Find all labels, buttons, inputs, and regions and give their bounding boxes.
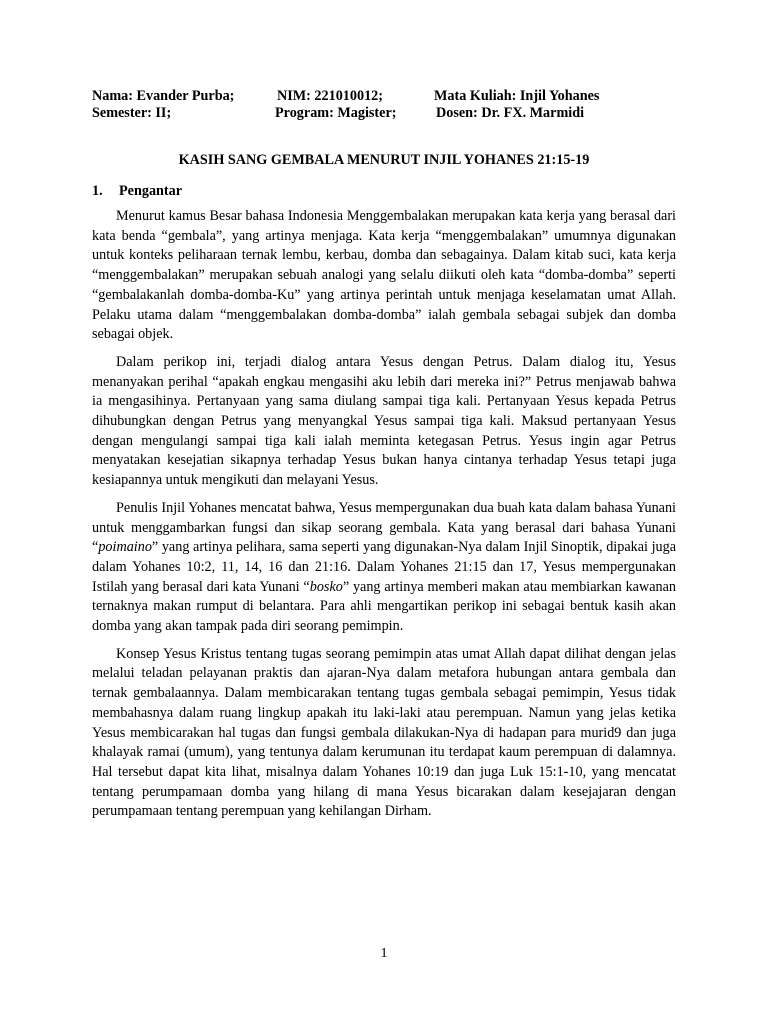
document-body [92, 207, 676, 830]
paragraph-4: Konsep Yesus Kristus tentang tugas seorang pemimpin atas umat Allah dapat dilihat dengan jelas melalui teladan pelayanan praktis dan ajaran-Nya dalam metafora hubungan antara gembala dan ternak gembalaannya. Dalam membicarakan tentang tugas gembala sebagai pemimpin, Yesus tidak membahasnya dalam ruang lingkup apakah itu laki-laki atau perempuan. Namun yang jelas ketika Yesus membicarakan hal tugas dan fungsi gembala dilakukan-Nya di hadapan para murid9 dan juga khalayak ramai (umum), yang tentunya dalam kerumunan itu terdapat kaum perempuan di dalamnya. Hal tersebut dapat kita lihat, misalnya dalam Yohanes 10:19 dan juga Luk 15:1-10, yang mencatat tentang perumpamaan domba yang hilang di mana Yesus bicarakan dalam kesejajaran dengan perumpamaan tentang perempuan yang kehilangan Dirham. [92, 645, 676, 820]
student-nim: NIM: 221010012; [277, 88, 383, 104]
lecturer: Dosen: Dr. FX. Marmidi [436, 105, 585, 121]
document-title: KASIH SANG GEMBALA MENURUT INJIL YOHANES 21:15-19 [178, 152, 590, 168]
student-name: Nama: Evander Purba; [92, 88, 235, 104]
paragraph-1: Menurut kamus Besar bahasa Indonesia Menggembalakan merupakan kata kerja yang berasal dari kata benda “gembala”, yang artinya menjaga. Kata kerja “menggembalakan” umumnya digunakan untuk konteks peliharaan ternak lembu, kerbau, domba dan sebagainya. Dalam kitab suci, kata kerja “menggembalakan” merupakan sebuah analogi yang selalu diikuti oleh kata “domba-domba” seperti “gembalakanlah domba-domba-Ku” yang artinya perintah untuk menjaga keselamatan umat Allah. Pelaku utama dalam “menggembalakan domba-domba” ialah gembala sebagai subjek dan domba sebagai objek. [92, 208, 676, 343]
paragraph-3 [92, 499, 676, 637]
paragraph-2: Dalam perikop ini, terjadi dialog antara Yesus dengan Petrus. Dalam dialog itu, Yesus menanyakan perihal “apakah engkau mengasihi aku lebih dari mereka ini?” Petrus menjawab bahwa ia mengasihinya. Pertanyaan yang sama diulang sampai tiga kali. Pertanyaan Yesus kepada Petrus dihubungkan dengan Petrus yang menyangkal Yesus sampai tiga kali. Maksud pertanyaan Yesus dengan mengulangi sampai tiga kali ialah meminta ketegasan Petrus. Yesus ingin agar Petrus menyatakan kesejatian sikapnya terhadap Yesus bukan hanya cintanya terhadap Yesus tetapi juga kesiapannya untuk mengikuti dan melayani Yesus. [92, 353, 676, 489]
section-heading [92, 183, 182, 200]
section-number: 1. [92, 183, 103, 199]
semester: Semester: II; [92, 105, 172, 121]
page-number: 1 [380, 946, 388, 961]
greek-term-poimaino: poimaino [98, 539, 152, 556]
program: Program: Magister; [275, 105, 397, 121]
paragraph-3-text-c: ” yang artinya memberi makan atau membiarkan kawanan ternaknya makan rumput di belantara. Para ahli mengartikan perikop ini sebagai bentuk kasih akan domba yang akan tampak pada diri seorang pemimpin. [92, 578, 676, 635]
greek-term-bosko: bosko [309, 578, 343, 595]
paragraph-3-text-a: Penulis Injil Yohanes mencatat bahwa, Yesus mempergunakan dua buah kata dalam bahasa Yunani untuk menggambarkan fungsi dan sikap seorang gembala. Kata yang berasal dari bahasa Yunani “ [92, 499, 676, 556]
course-name: Mata Kuliah: Injil Yohanes [434, 88, 600, 104]
section-title: Pengantar [119, 183, 183, 199]
paragraph-3-text-b: ” yang artinya pelihara, sama seperti yang digunakan-Nya dalam Injil Sinoptik, dipakai juga dalam Yohanes 10:2, 11, 14, 16 dan 21:16. Dalam Yohanes 21:15 dan 17, Yesus mempergunakan Istilah yang berasal dari kata Yunani “ [92, 539, 676, 595]
